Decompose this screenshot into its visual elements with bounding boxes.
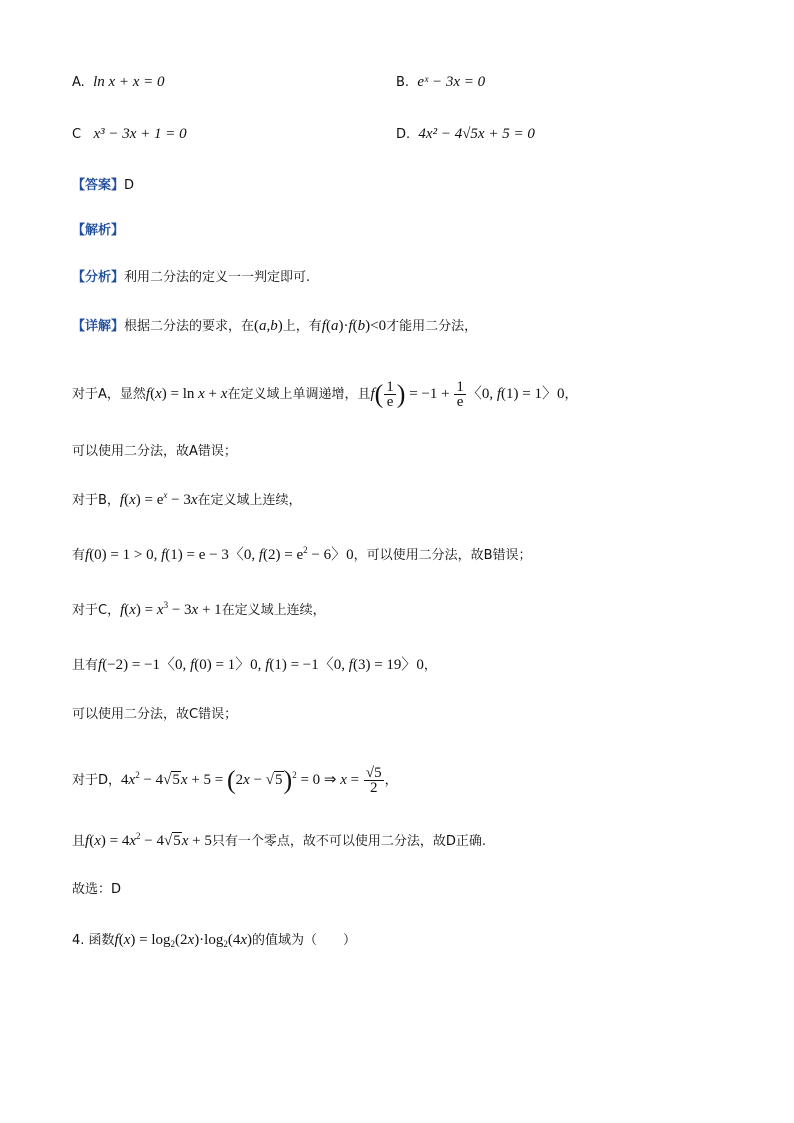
case-d-equation: $4x^2 - 4√5x + 5 = (2x - √5)^2 = 0$ ⇒ x = $\frac{√5}{2}$ bbox=[121, 765, 382, 796]
case-a-line: 对于A，显然f(x) = ln x + x在定义域上单调递增，且f( $\frac{1}{e}$ ) = −1 + $\frac{1}{e}$ 〈0, f(1) = 1〉0， bbox=[72, 379, 578, 410]
question-4-function: $f(x) = \log_2(2x)\cdot\log_2(4x)$ bbox=[114, 932, 253, 949]
option-b-equation: eˣ − 3x = 0 bbox=[417, 74, 486, 90]
case-b-values: f(0) = 1 > 0, f(1) = e − 3〈0, $f(2) = e^2 - 6$〉0 bbox=[85, 545, 354, 563]
fenxi-line: 【分析】利用二分法的定义一一判定即可. bbox=[72, 270, 311, 285]
analysis-heading: 【解析】 bbox=[72, 223, 125, 238]
answer-value: D bbox=[124, 178, 135, 193]
case-a-function: f(x) = ln x + x bbox=[145, 385, 228, 402]
case-c-values-line: 且有f(−2) = −1〈0, f(0) = 1〉0, f(1) = −1〈0, f(3) = 19〉0， bbox=[72, 657, 437, 673]
case-c-line: 对于C，$f(x) = x^3 - 3x + 1$在定义域上连续， bbox=[72, 600, 326, 618]
case-c-values: f(−2) = −1〈0, f(0) = 1〉0, f(1) = −1〈0, f(3) = 19〉0 bbox=[98, 657, 424, 673]
option-c: C x³ − 3x + 1 = 0 bbox=[72, 126, 187, 142]
interval-formula: (a,b) bbox=[254, 318, 283, 334]
option-a: A. ln x + x = 0 bbox=[72, 74, 165, 90]
case-d-line: 对于D，$4x^2 - 4√5x + 5 = (2x - √5)^2 = 0$ ⇒ x = $\frac{√5}{2}$ ， bbox=[72, 765, 398, 796]
question-4: 4. 函数$f(x) = \log_2(2x)\cdot\log_2(4x)$的值域为（ ） bbox=[72, 932, 357, 949]
case-b-line: 对于B，$f(x) = e^x - 3x$在定义域上连续， bbox=[72, 490, 302, 508]
case-c-function: $f(x) = x^3 - 3x + 1$ bbox=[120, 600, 222, 618]
final-choice: 故选：D bbox=[72, 882, 122, 897]
case-b-function: $f(x) = e^x - 3x$ bbox=[119, 490, 198, 508]
detail-line: 【详解】根据二分法的要求，在(a,b)上，有f(a)·f(b)<0才能用二分法， bbox=[72, 318, 478, 334]
case-a-conclusion: 可以使用二分法，故A错误； bbox=[72, 444, 237, 459]
option-d-equation: 4x² − 4√5x + 5 = 0 bbox=[418, 126, 535, 142]
sign-condition-formula: f(a)·f(b)<0 bbox=[321, 318, 387, 334]
option-a-equation: ln x + x = 0 bbox=[93, 74, 165, 90]
case-c-conclusion: 可以使用二分法，故C错误； bbox=[72, 707, 238, 722]
case-d-conclusion-line: 且$f(x) = 4x^2 - 4√5x + 5$只有一个零点，故不可以使用二分法，故D正确. bbox=[72, 831, 486, 849]
option-c-equation: x³ − 3x + 1 = 0 bbox=[93, 126, 187, 142]
case-d-function: $f(x) = 4x^2 - 4√5x + 5$ bbox=[85, 831, 212, 849]
case-b-values-line: 有f(0) = 1 > 0, f(1) = e − 3〈0, $f(2) = e^2 - 6$〉0，可以使用二分法，故B错误； bbox=[72, 545, 532, 563]
answer-tag: 【答案】 bbox=[72, 178, 125, 193]
answer-line bbox=[72, 176, 134, 196]
option-d: D. 4x² − 4√5x + 5 = 0 bbox=[396, 126, 535, 142]
case-a-values: f( $\frac{1}{e}$ ) = −1 + $\frac{1}{e}$ 〈0, f(1) = 1〉0 bbox=[370, 379, 565, 410]
option-b: B. eˣ − 3x = 0 bbox=[396, 74, 486, 90]
